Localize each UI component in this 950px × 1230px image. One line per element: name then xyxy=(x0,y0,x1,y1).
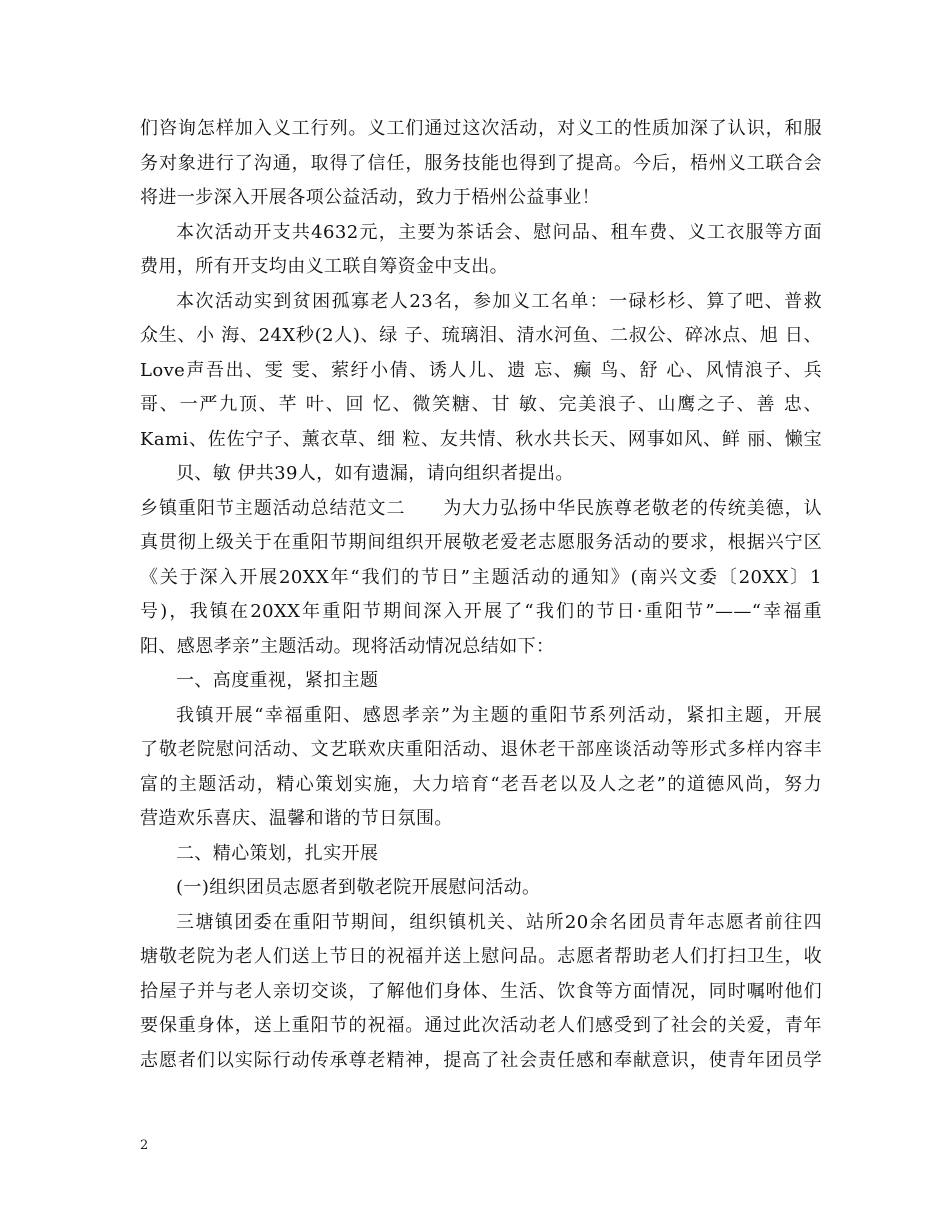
document-body xyxy=(140,112,822,1078)
text-line: Love声吾出、雯 雯、萦纡小倩、诱人儿、遗 忘、癫 鸟、舒 心、风情浪子、兵 xyxy=(140,359,822,381)
text-line: 营造欢乐喜庆、温馨和谐的节日氛围。 xyxy=(140,808,453,829)
text-line: Kami、佐佐宁子、薰衣草、细 粒、友共情、秋水共长天、网事如风、鲜 丽、懒宝 xyxy=(140,428,822,450)
text-line: 塘敬老院为老人们送上节日的祝福并送上慰问品。志愿者帮助老人们打扫卫生，收 xyxy=(140,946,822,967)
text-line: 贝、敏 伊共39人，如有遗漏，请向组织者提出。 xyxy=(176,463,574,484)
text-line: 《关于深入开展20XX年“我们的节日”主题活动的通知》(南兴文委〔20XX〕1 xyxy=(140,566,822,588)
text-line: 本次活动实到贫困孤寡老人23名，参加义工名单：一碌杉杉、算了吧、普救 xyxy=(176,290,822,312)
text-line: 将进一步深入开展各项公益活动，致力于梧州公益事业！ xyxy=(140,187,600,208)
page-number: 2 xyxy=(140,1138,149,1153)
text-line: 富的主题活动，精心策划实施，大力培育“老吾老以及人之老”的道德风尚，努力 xyxy=(140,773,822,795)
text-line: 本次活动开支共4632元，主要为茶话会、慰问品、租车费、义工衣服等方面 xyxy=(176,221,822,243)
text-line: 了敬老院慰问活动、文艺联欢庆重阳活动、退休老干部座谈活动等形式多样内容丰 xyxy=(140,739,822,760)
text-line: 乡镇重阳节主题活动总结范文二 为大力弘扬中华民族尊老敬老的传统美德，认 xyxy=(140,497,822,519)
text-line: 一、高度重视，紧扣主题 xyxy=(176,670,379,691)
text-line: 费用，所有开支均由义工联自筹资金中支出。 xyxy=(140,256,508,277)
text-line: 号)，我镇在20XX年重阳节期间深入开展了“我们的节日·重阳节”——“幸福重 xyxy=(140,601,822,622)
text-line: 二、精心策划，扎实开展 xyxy=(176,842,379,864)
text-line: 务对象进行了沟通，取得了信任，服务技能也得到了提高。今后，梧州义工联合会 xyxy=(140,152,822,174)
text-line: 们咨询怎样加入义工行列。义工们通过这次活动，对义工的性质加深了认识，和服 xyxy=(140,118,822,139)
text-line: 众生、小 海、24X秒(2人)、绿 子、琉璃泪、清水河鱼、二叔公、碎冰点、旭 日、 xyxy=(140,325,822,346)
text-line: 真贯彻上级关于在重阳节期间组织开展敬老爱老志愿服务活动的要求，根据兴宁区 xyxy=(140,532,822,553)
text-line: (一)组织团员志愿者到敬老院开展慰问活动。 xyxy=(176,877,541,898)
text-line: 哥、一严九顶、芊 叶、回 忆、微笑糖、甘 敏、完美浪子、山鹰之子、善 忠、 xyxy=(140,394,822,415)
text-line: 三塘镇团委在重阳节期间，组织镇机关、站所20余名团员青年志愿者前往四 xyxy=(176,911,822,933)
text-line: 阳、感恩孝亲”主题活动。现将活动情况总结如下： xyxy=(140,635,555,657)
text-line: 志愿者们以实际行动传承尊老精神，提高了社会责任感和奉献意识，使青年团员学 xyxy=(140,1049,822,1071)
text-line: 要保重身体，送上重阳节的祝福。通过此次活动老人们感受到了社会的关爱，青年 xyxy=(140,1015,822,1036)
text-line: 拾屋子并与老人亲切交谈，了解他们身体、生活、饮食等方面情况，同时嘱咐他们 xyxy=(140,980,822,1002)
text-line: 我镇开展“幸福重阳、感恩孝亲”为主题的重阳节系列活动，紧扣主题，开展 xyxy=(176,704,822,726)
